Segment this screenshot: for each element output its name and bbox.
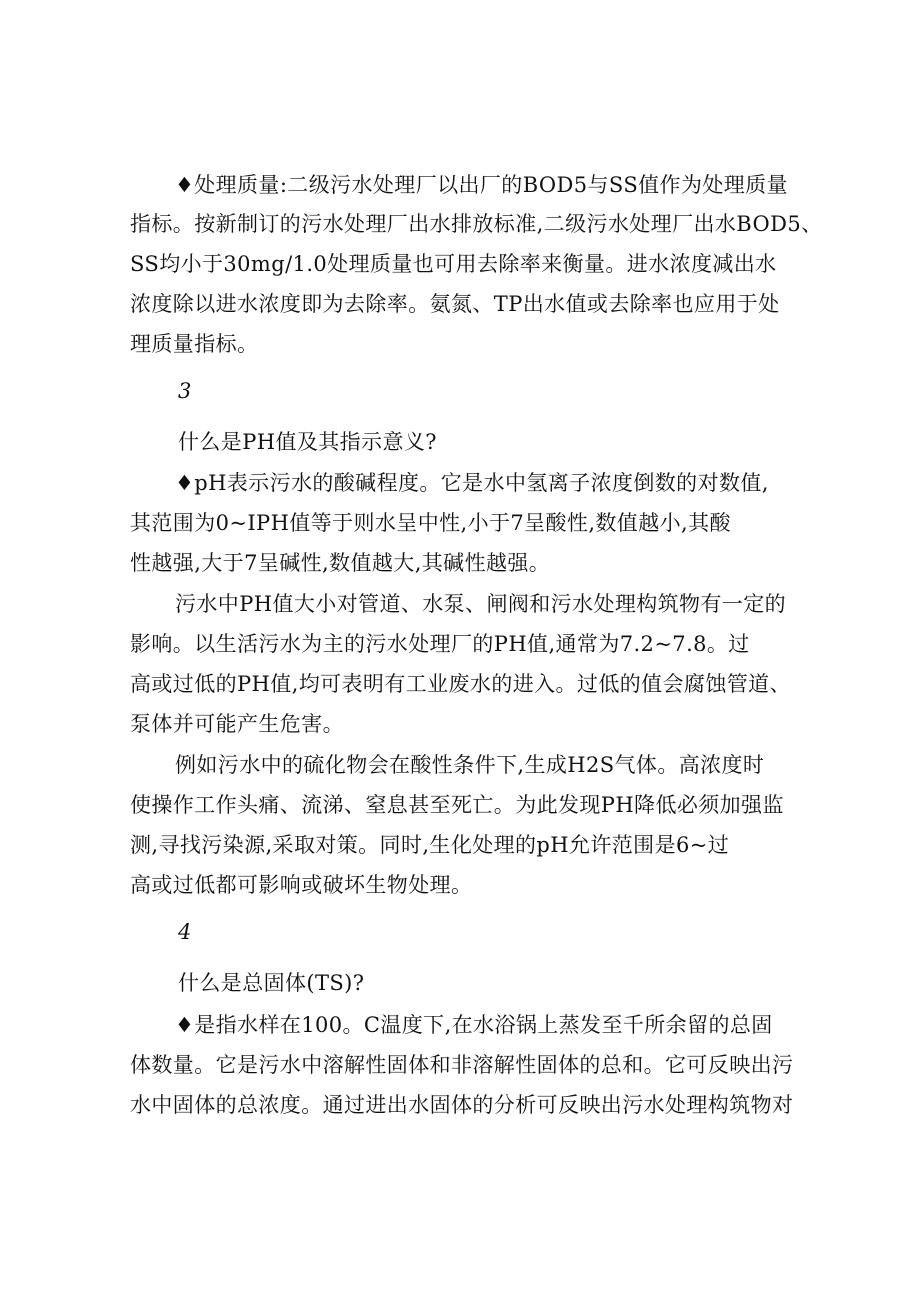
- paragraph-line: ♦pH表示污水的酸碱程度。它是水中氢离子浓度倒数的对数值,: [175, 471, 769, 495]
- paragraph-line: ♦是指水样在100。C温度下,在水浴锅上蒸发至千所余留的总固: [175, 1013, 773, 1037]
- paragraph-line: 性越强,大于7呈碱性,数值越大,其碱性越强。: [130, 551, 551, 575]
- paragraph-line: 影响。以生活污水为主的污水处理厂的PH值,通常为7.2~7.8。过: [130, 632, 750, 656]
- paragraph-line: 体数量。它是污水中溶解性固体和非溶解性固体的总和。它可反映出污: [130, 1053, 794, 1077]
- paragraph-line: 指标。按新制订的污水处理厂出水排放标准,二级污水处理厂出水BOD5、: [130, 212, 823, 236]
- section-heading: 什么是总固体(TS)?: [178, 971, 365, 995]
- paragraph-line: 泵体并可能产生危害。: [130, 712, 344, 736]
- paragraph-line: 测,寻找污染源,采取对策。同时,生化处理的pH允许范围是6~过: [130, 833, 730, 857]
- paragraph-line: ♦处理质量:二级污水处理厂以出厂的BOD5与SS值作为处理质量: [175, 173, 788, 197]
- paragraph-line: 使操作工作头痛、流涕、窒息甚至死亡。为此发现PH降低必须加强监: [130, 793, 784, 817]
- paragraph-line: 其范围为0~IPH值等于则水呈中性,小于7呈酸性,数值越小,其酸: [130, 511, 731, 535]
- paragraph-line: 高或过低的PH值,均可表明有工业废水的进入。过低的值会腐蚀管道、: [130, 672, 791, 696]
- paragraph-line: 理质量指标。: [130, 332, 259, 356]
- paragraph-line: SS均小于30mg/1.0处理质量也可用去除率来衡量。进水浓度减出水: [130, 252, 777, 276]
- paragraph-line: 污水中PH值大小对管道、水泵、闸阀和污水处理构筑物有一定的: [175, 592, 787, 616]
- paragraph-line: 水中固体的总浓度。通过进出水固体的分析可反映出污水处理构筑物对: [130, 1093, 794, 1117]
- section-number: 3: [178, 379, 192, 403]
- section-number: 4: [178, 920, 192, 944]
- paragraph-line: 例如污水中的硫化物会在酸性条件下,生成H2S气体。高浓度时: [175, 753, 765, 777]
- section-heading: 什么是PH值及其指示意义?: [178, 430, 437, 454]
- paragraph-line: 高或过低都可影响或破坏生物处理。: [130, 873, 473, 897]
- paragraph-line: 浓度除以进水浓度即为去除率。氨氮、TP出水值或去除率也应用于处: [130, 292, 780, 316]
